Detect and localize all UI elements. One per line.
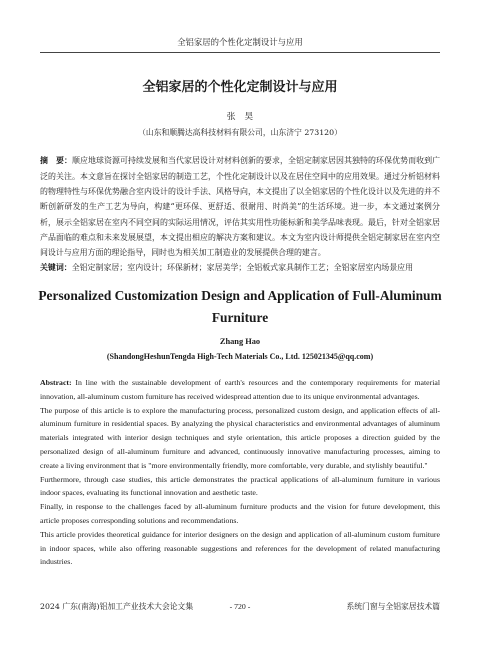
english-abstract-paragraph: Furthermore, through case studies, this article demonstrates the practical applications of all-aluminum furniture in various indoor spaces, evaluating its functional innovation and aesthetic taste. bbox=[40, 474, 440, 498]
page-number: - 720 - bbox=[229, 602, 251, 611]
english-abstract-text: In line with the sustainable development of earth's resources and the contemporary requirements for material innovation, all-aluminum custom furniture has received widespread attention due to its unique environmental advantages. bbox=[40, 378, 441, 401]
english-title: Personalized Customization Design and Application of Full-Aluminum Furniture bbox=[38, 288, 442, 325]
english-affiliation: (ShandongHeshunTengda High-Tech Materials Co., Ltd. 125021345@qq.com) bbox=[106, 352, 374, 361]
chinese-keywords-text: 全铝定制家居；室内设计；环保新材；家居美学；全铝板式家具制作工艺；全铝家居室内场景应用 bbox=[71, 263, 414, 273]
english-abstract bbox=[40, 376, 440, 569]
english-abstract-paragraph: This article provides theoretical guidance for interior designers on the design and application of all-aluminum custom furniture in indoor spaces, while also offering reasonable suggestions and references for the development of related manufacturing industries. bbox=[40, 529, 440, 567]
chinese-title: 全铝家居的个性化定制设计与应用 bbox=[142, 80, 338, 95]
running-header: 全铝家居的个性化定制设计与应用 bbox=[177, 37, 303, 47]
chinese-keywords bbox=[40, 260, 440, 275]
english-abstract-label: Abstract: bbox=[40, 378, 72, 388]
chinese-abstract-text: 顺应地球资源可持续发展和当代家居设计对材料创新的要求，全铝定制家居因其独特的环保优势而收到广泛的关注。本文意旨在探讨全铝家居的制造工艺，个性化定制设计以及在居住空间中的应用效果。通过分析铝材料的物理特性与环保优势融合室内设计的设计手法、风格导向，本文提出了以全铝家居的个性化设计以及先进的并不断创新研发的生产工艺为导向，构建“更环保、更舒适、很耐用、时尚美”的生活环境。进一步，本文通过案例分析，展示全铝家居在室内不同空间的实际运用情况，评估其实用性功能标新和美学品味表现。最后，针对全铝家居产品面临的难点和未来发展展望，本文提出相应的解决方案和建议。本文为室内设计师提供全铝定制家居在室内空间设计与应用方面的理论指导，同时也为相关加工制造业的发展提供合理的建言。 bbox=[40, 156, 441, 258]
chinese-keywords-label: 关键词： bbox=[40, 263, 72, 273]
footer-proceedings-title: 2024 广东(南海)铝加工产业技术大会论文集 bbox=[40, 602, 194, 611]
chinese-affiliation: （山东和顺腾达高科技材料有限公司，山东济宁 273120） bbox=[138, 128, 342, 137]
english-abstract-paragraph: The purpose of this article is to explore the manufacturing process, personalized custom design, and application effects of all-aluminum furniture in residential spaces. By analyzing the physical characteristics and environmental advantages of aluminum materials integrated with interior design techniques and style orientation, this article proposes a direction guided by the personalized design of all-aluminum furniture and advanced, continuously innovative manufacturing processes, aiming to create a living environment that is "more environmentally friendly, more comfortable, very durable, and stylishly beautiful." bbox=[40, 405, 440, 470]
footer-section-title: 系统门窗与全铝家居技术篇 bbox=[346, 602, 440, 611]
page-footer bbox=[40, 601, 440, 613]
chinese-abstract bbox=[40, 153, 440, 260]
english-abstract-paragraph: Finally, in response to the challenges faced by all-aluminum furniture products and the vision for future development, this article proposes corresponding solutions and recommendations. bbox=[40, 502, 440, 526]
chinese-author: 张 昊 bbox=[226, 112, 254, 122]
header-rule bbox=[40, 52, 440, 53]
english-author: Zhang Hao bbox=[219, 337, 261, 346]
chinese-abstract-label: 摘 要： bbox=[40, 156, 73, 166]
english-front-matter bbox=[40, 285, 440, 569]
english-abstract-paragraph bbox=[40, 376, 440, 404]
chinese-front-matter bbox=[40, 0, 440, 276]
